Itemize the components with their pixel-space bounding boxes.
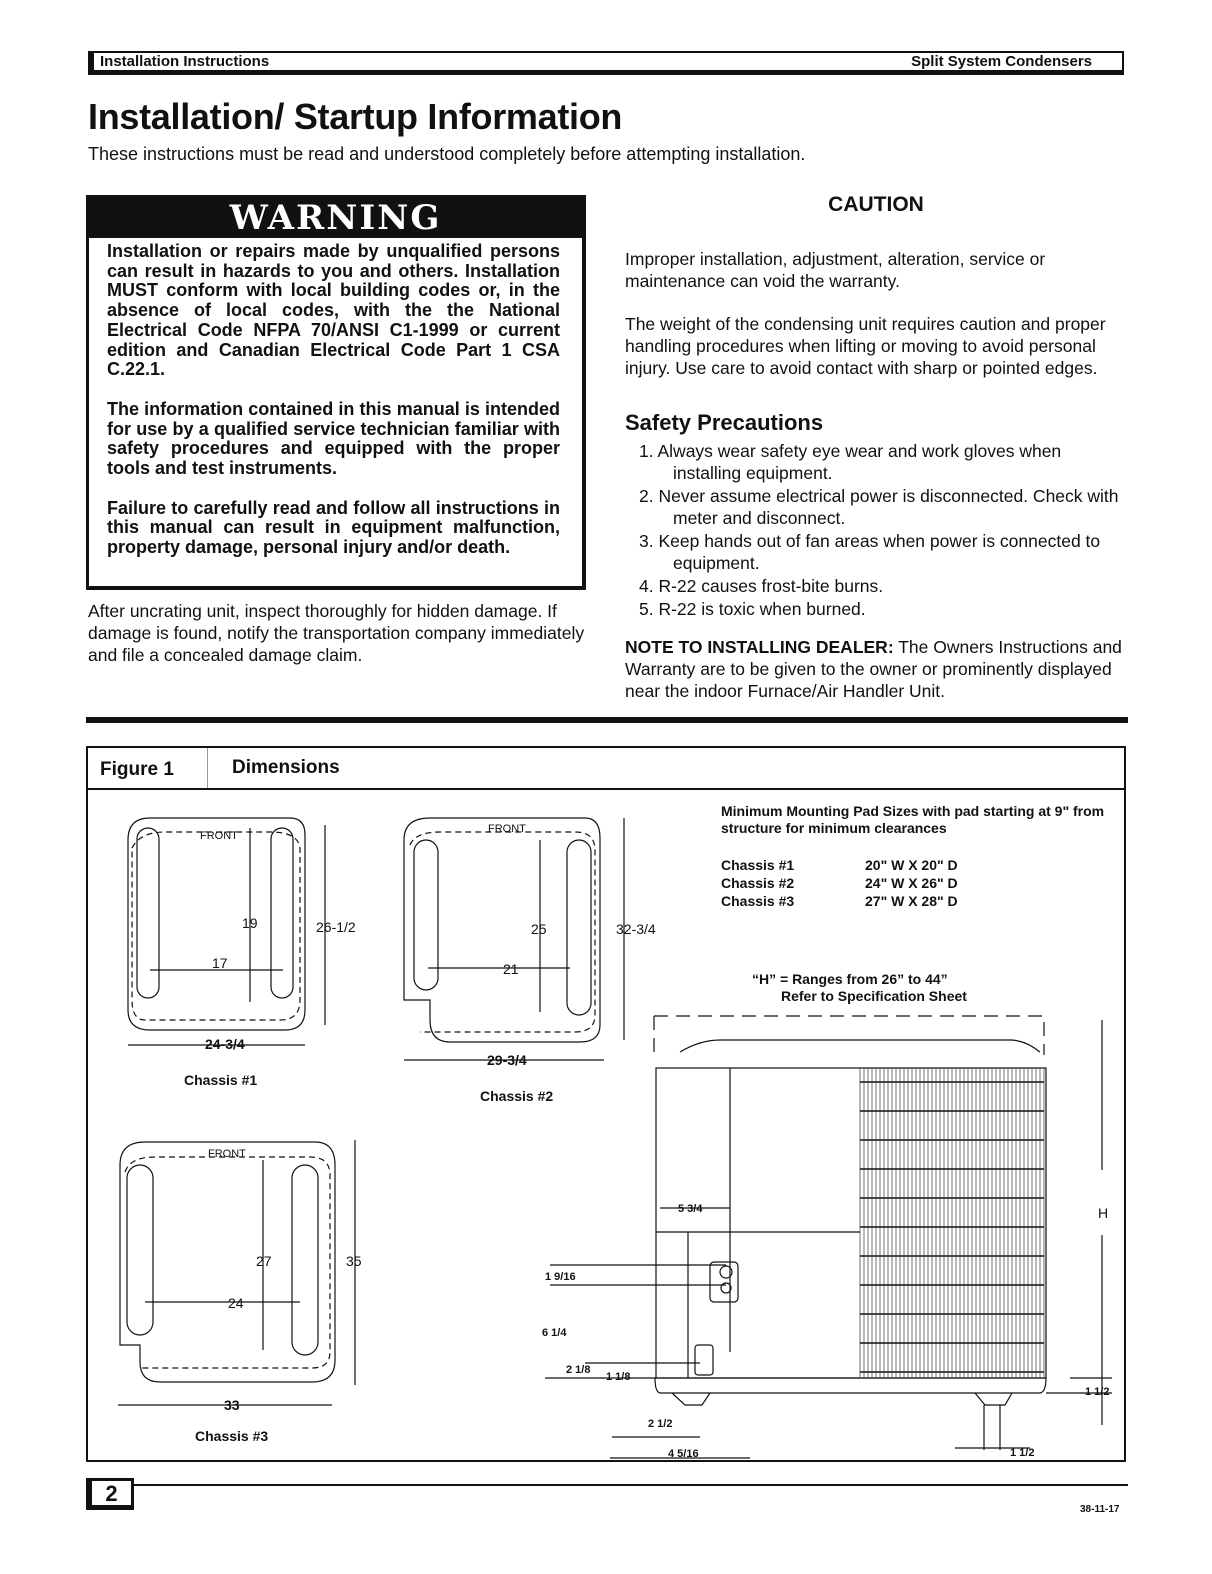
chassis-1-front: FRONT	[200, 830, 238, 842]
chassis-1-inner-w: 17	[212, 955, 228, 971]
safety-item: 5. R-22 is toxic when burned.	[639, 599, 866, 619]
dim-1-9-16: 1 9/16	[545, 1271, 576, 1283]
warning-paragraph: The information contained in this manual is intended for use by a qualified service technician familiar with safety procedures and equipped with the proper tools and test instruments.	[107, 398, 560, 479]
chassis-1-width: 24-3/4	[205, 1036, 245, 1052]
chassis-2-inner-w: 21	[503, 961, 519, 977]
caution-paragraph: Improper installation, adjustment, alteration, service or maintenance can void the warranty.	[625, 249, 1046, 291]
footer-rule	[86, 1484, 1128, 1486]
chassis-1-drawing	[128, 818, 356, 1088]
pad-size-1: 20" W X 20" D	[865, 857, 958, 873]
page-title: Installation/ Startup Information	[88, 96, 623, 137]
chassis-2-width: 29-3/4	[487, 1052, 527, 1068]
figure-title: Dimensions	[232, 757, 340, 778]
dim-6-1-4: 6 1/4	[542, 1327, 567, 1339]
pad-chassis-1: Chassis #1	[721, 857, 795, 873]
safety-item: 4. R-22 causes frost-bite burns.	[639, 576, 884, 596]
chassis-2-depth: 32-3/4	[616, 921, 656, 937]
chassis-3-inner-w: 24	[228, 1295, 244, 1311]
warning-heading: WARNING	[89, 198, 582, 238]
after-uncrating-text: After uncrating unit, inspect thoroughly for hidden damage. If damage is found, notify the transportation company immediately and file a concealed damage claim.	[88, 601, 585, 665]
pad-size-3: 27" W X 28" D	[865, 893, 958, 909]
safety-item: 3. Keep hands out of fan areas when power is connected to equipment.	[639, 531, 1101, 573]
warning-paragraph: Failure to carefully read and follow all instructions in this manual can result in equipment malfunction, property damage, personal injury and/or death.	[107, 497, 560, 558]
dim-4-5-16: 4 5/16	[668, 1448, 699, 1460]
dim-1-1-2-bottom: 1 1/2	[1010, 1447, 1035, 1459]
page-number: 2	[86, 1478, 134, 1510]
pad-heading: Minimum Mounting Pad Sizes with pad starting at 9" from structure for minimum clearances	[721, 803, 1105, 836]
chassis-2-name: Chassis #2	[480, 1088, 554, 1104]
header-right: Split System Condensers	[911, 53, 1092, 70]
chassis-1-inner-h: 19	[242, 915, 258, 931]
safety-heading: Safety Precautions	[625, 410, 824, 435]
chassis-3-name: Chassis #3	[195, 1428, 269, 1444]
chassis-3-depth: 35	[346, 1253, 362, 1269]
dealer-note-text: The Owners Instructions and Warranty are to be given to the owner or prominently displayed near the indoor Furnace/Air Handler Unit.	[625, 637, 1122, 701]
pad-chassis-3: Chassis #3	[721, 893, 795, 909]
dim-2-1-2: 2 1/2	[648, 1418, 673, 1430]
chassis-3-drawing	[118, 1140, 362, 1444]
document-code: 38-11-17	[1080, 1504, 1120, 1515]
unit-grille	[860, 1068, 1044, 1377]
header-left: Installation Instructions	[100, 53, 270, 70]
chassis-3-front: FRONT	[208, 1148, 246, 1160]
dim-1-1-2-right: 1 1/2	[1085, 1386, 1110, 1398]
dealer-note-label: NOTE TO INSTALLING DEALER:	[625, 637, 894, 657]
page-subtitle: These instructions must be read and understood completely before attempting installation.	[88, 144, 806, 164]
dim-5-3-4: 5 3/4	[678, 1203, 703, 1215]
h-reference: Refer to Specification Sheet	[781, 988, 967, 1004]
dim-2-1-8: 2 1/8	[566, 1364, 591, 1376]
chassis-1-depth: 26-1/2	[316, 919, 356, 935]
caution-paragraph: The weight of the condensing unit requires caution and proper handling procedures when lifting or moving to avoid personal injury. Use care to avoid contact with sharp or pointed edges.	[625, 314, 1106, 378]
safety-item: 1. Always wear safety eye wear and work gloves when installing equipment.	[639, 441, 1062, 483]
chassis-3-width: 33	[224, 1397, 240, 1413]
dim-1-1-8: 1 1/8	[606, 1371, 631, 1383]
pad-size-2: 24" W X 26" D	[865, 875, 958, 891]
chassis-2-drawing	[404, 818, 656, 1104]
figure-label: Figure 1	[88, 748, 208, 788]
chassis-2-front: FRONT	[488, 823, 526, 835]
chassis-2-inner-h: 25	[531, 921, 547, 937]
unit-front-view	[545, 1016, 1112, 1458]
chassis-1-name: Chassis #1	[184, 1072, 258, 1088]
chassis-3-inner-h: 27	[256, 1253, 272, 1269]
pad-chassis-2: Chassis #2	[721, 875, 795, 891]
h-range: “H” = Ranges from 26” to 44”	[752, 971, 948, 987]
caution-heading: CAUTION	[828, 193, 924, 216]
dim-h: H	[1098, 1205, 1109, 1221]
warning-paragraph: Installation or repairs made by unqualified persons can result in hazards to you and others. Installation MUST conform with local building codes or, in the absence of local codes, with the the National Electrical Code NFPA 70/ANSI C1-1999 or current edition and Canadian Electrical Code Part 1 CSA C.22.1.	[107, 241, 560, 380]
safety-item: 2. Never assume electrical power is disconnected. Check with meter and disconnect.	[639, 486, 1119, 528]
